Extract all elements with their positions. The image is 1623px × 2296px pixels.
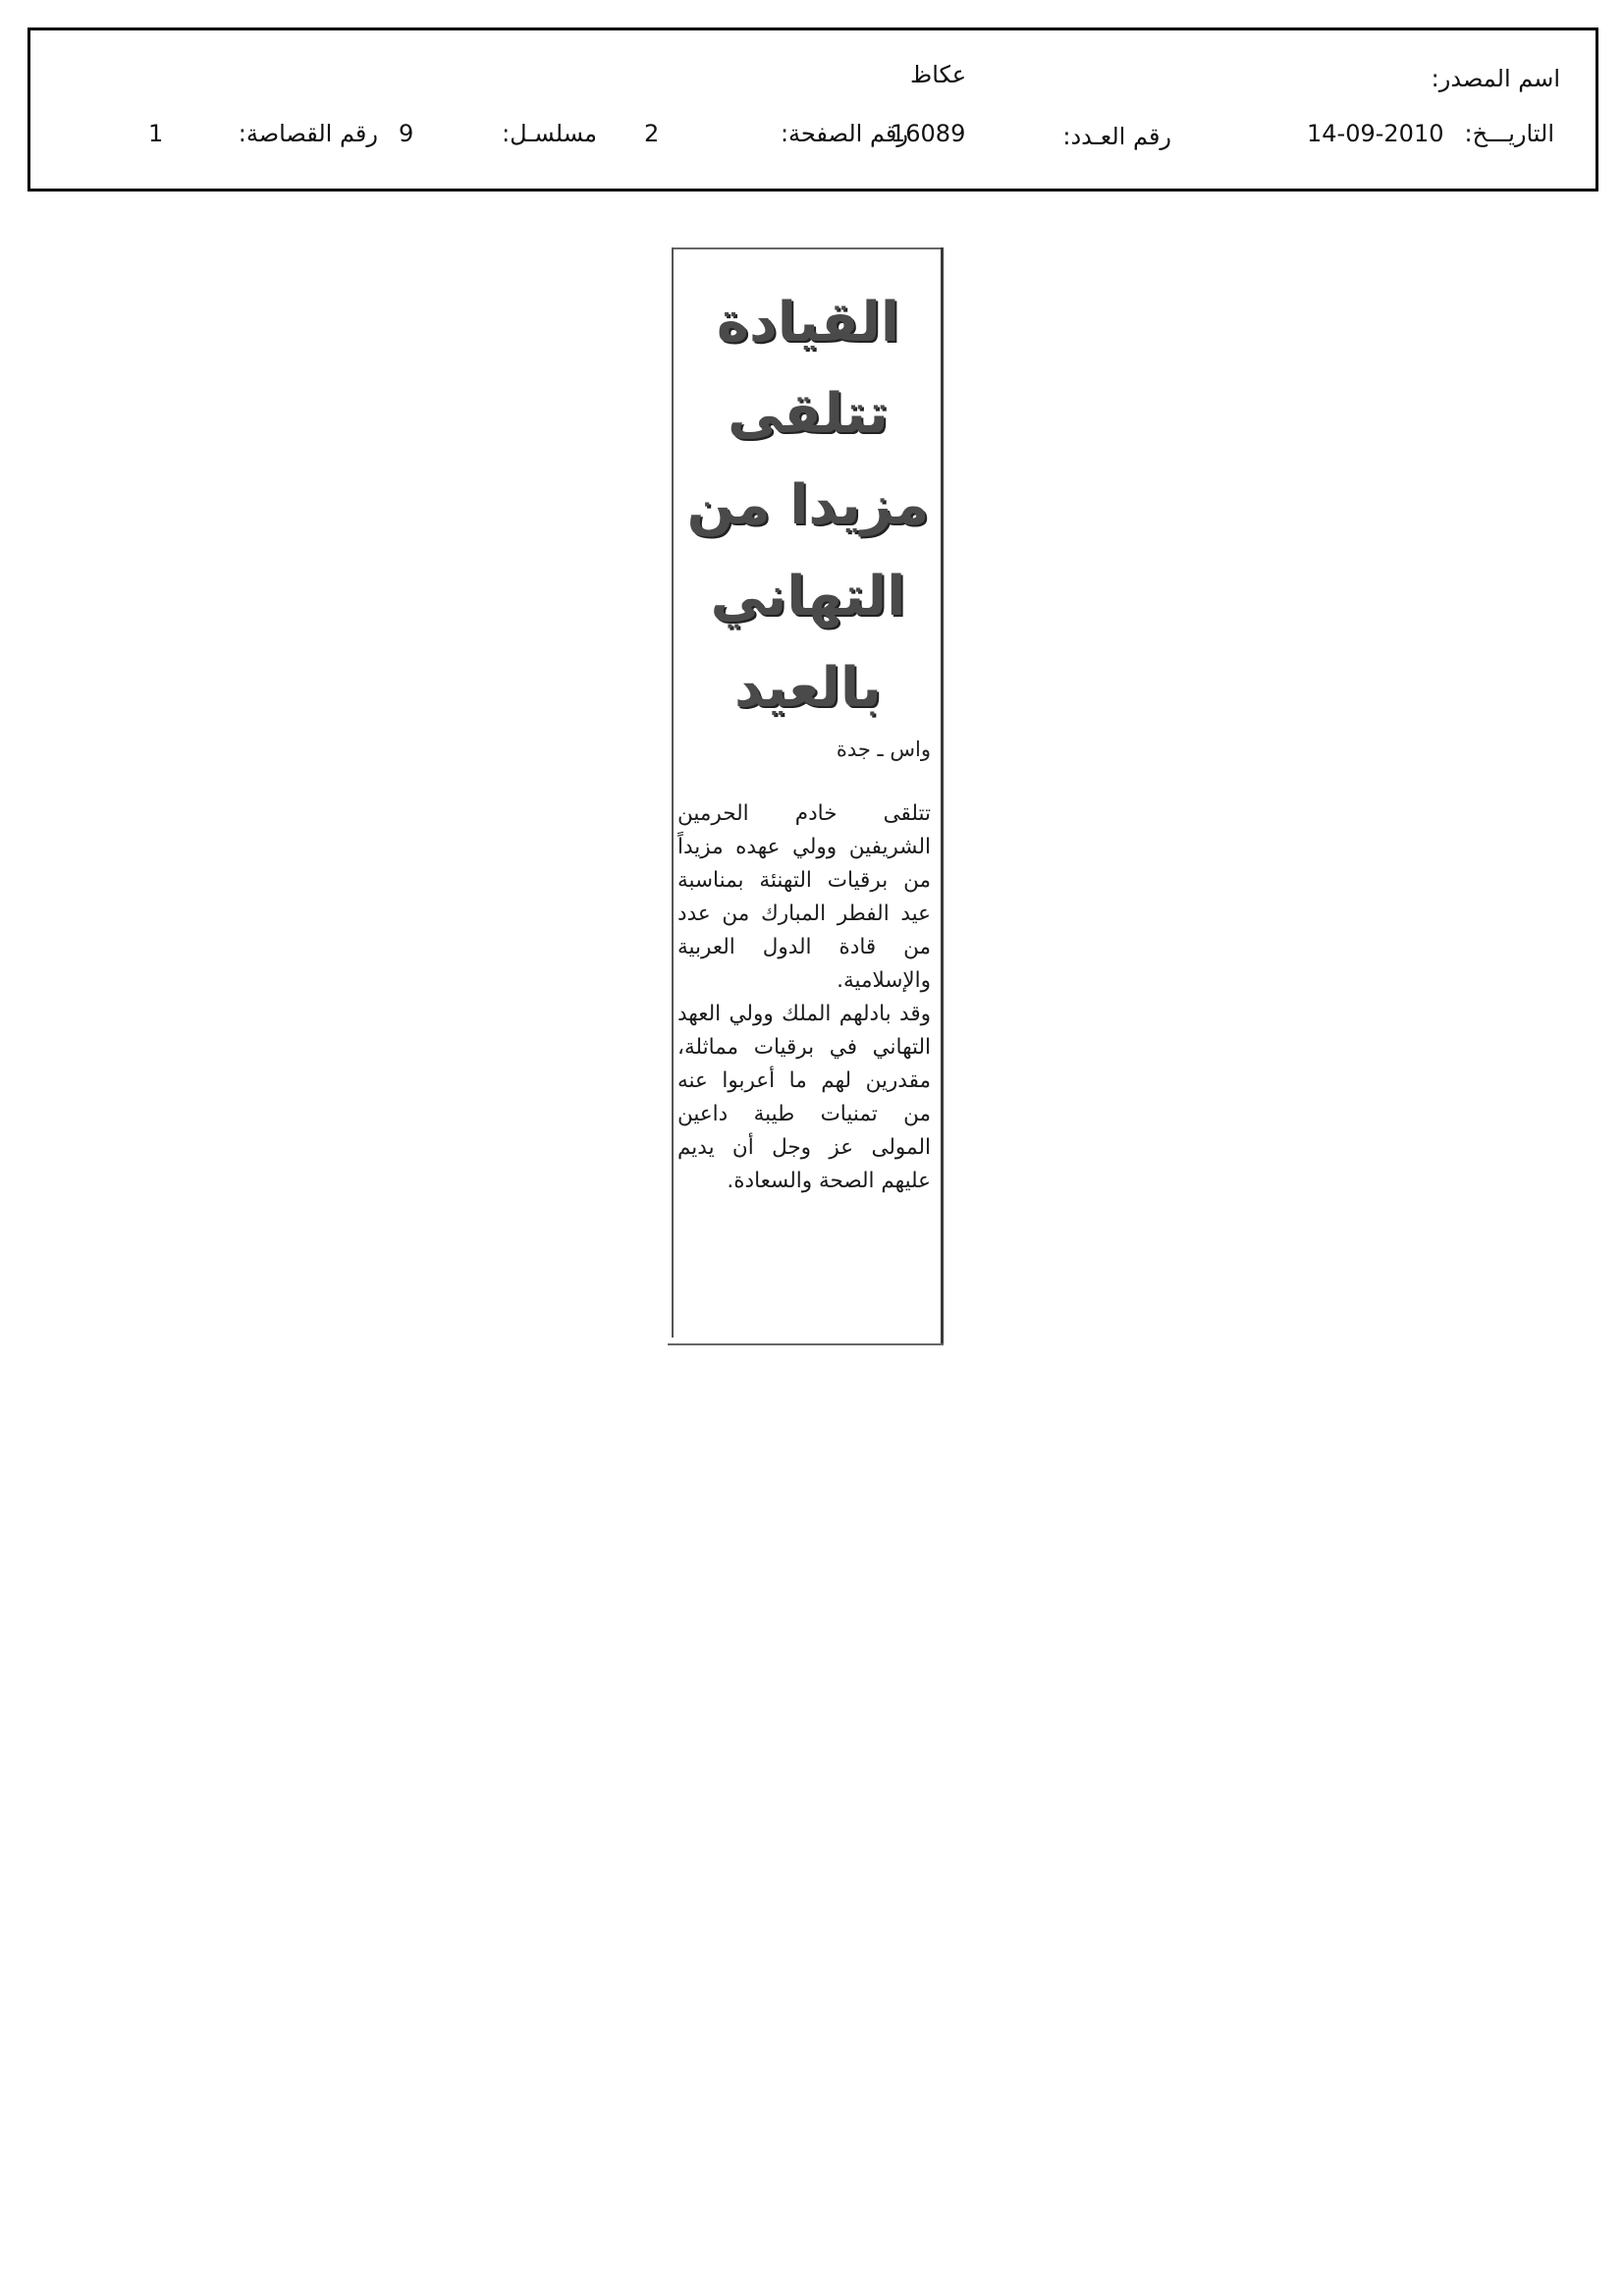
- headline-line: القيادة: [716, 291, 900, 355]
- article-paragraph: وقد بادلهم الملك وولي العهد التهاني في برقيات مماثلة، مقدرين لهم ما أعربوا عنه من تمنيات طيبة داعين المولى عز وجل أن يديم عليهم الصحة والسعادة.: [677, 1002, 931, 1193]
- source-value: عكاظ: [910, 61, 967, 88]
- date-label: التاريـــخ:: [1464, 120, 1554, 147]
- headline-line: تتلقى: [728, 382, 889, 446]
- issue-value: 16089: [891, 120, 966, 147]
- clipping-left-edge: [672, 247, 674, 1338]
- article-headline: [685, 277, 931, 734]
- article-paragraph: تتلقى خادم الحرمين الشريفين وولي عهده مزيداً من برقيات التهنئة بمناسبة عيد الفطر المبارك من عدد من قادة الدول العربية والإسلامية.: [677, 801, 931, 993]
- headline-line: بالعيد: [734, 656, 882, 720]
- newspaper-clipping: [668, 247, 944, 1345]
- serial-value: 9: [399, 120, 414, 147]
- clipping-bottom-edge: [668, 1343, 944, 1345]
- page-value: 2: [644, 120, 660, 147]
- headline-line: مزيدا من: [686, 473, 930, 537]
- metadata-box: [27, 27, 1598, 191]
- page-label: رقم الصفحة:: [780, 120, 908, 147]
- clip-label: رقم القصاصة:: [238, 120, 378, 147]
- headline-line: التهاني: [710, 565, 906, 629]
- clipping-right-edge: [941, 247, 944, 1345]
- issue-label: رقم العـدد:: [1062, 123, 1171, 150]
- clipping-top-edge: [672, 247, 944, 249]
- article-byline: واس ـ جدة: [836, 738, 931, 761]
- serial-label: مسلسـل:: [502, 120, 597, 147]
- source-label: اسم المصدر:: [1431, 65, 1560, 92]
- article-body: [677, 797, 931, 1198]
- clip-value: 1: [148, 120, 164, 147]
- date-value: 14-09-2010: [1307, 120, 1444, 147]
